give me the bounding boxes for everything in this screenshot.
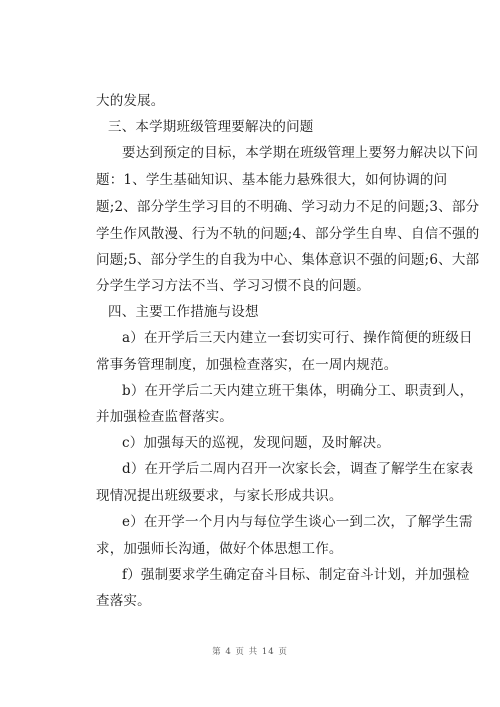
paragraph-line: b）在开学后二天内建立班干集体，明确分工、职责到人， [122, 383, 474, 399]
paragraph-line: 现情况提出班级要求，与家长形成共识。 [96, 488, 343, 504]
paragraph-line: a）在开学后三天内建立一套切实可行、操作简便的班级日 [122, 330, 473, 346]
paragraph-line: e）在开学一个月内与每位学生谈心一到二次，了解学生需 [122, 514, 473, 530]
paragraph-line: 题;2、部分学生学习目的不明确、学习动力不足的问题;3、部分 [96, 199, 480, 215]
paragraph-line: 问题;5、部分学生的自我为中心、集体意识不强的问题;6、大部 [96, 252, 480, 268]
page-number-footer: 第 4 页 共 14 页 [212, 647, 288, 657]
paragraph-line: c）加强每天的巡视，发现问题，及时解决。 [122, 435, 391, 451]
section-heading: 三、本学期班级管理要解决的问题 [108, 119, 314, 135]
paragraph-line: 大的发展。 [96, 93, 165, 109]
paragraph-line: 要达到预定的目标，本学期在班级管理上要努力解决以下问 [122, 145, 479, 161]
paragraph-line: 并加强检查监督落实。 [96, 409, 233, 425]
paragraph-line: 常事务管理制度，加强检查落实，在一周内规范。 [96, 357, 398, 373]
paragraph-line: f）强制要求学生确定奋斗目标、制定奋斗计划，并加强检 [122, 567, 470, 583]
paragraph-line: d）在开学后二周内召开一次家长会，调查了解学生在家表 [122, 461, 474, 477]
paragraph-line: 学生作风散漫、行为不轨的问题;4、部分学生自卑、自信不强的 [96, 226, 480, 242]
paragraph-line: 分学生学习方法不当、学习习惯不良的问题。 [96, 278, 370, 294]
paragraph-line: 题：1、学生基础知识、基本能力悬殊很大，如何协调的问 [96, 172, 448, 188]
paragraph-line: 求，加强师长沟通，做好个体思想工作。 [96, 541, 343, 557]
paragraph-line: 查落实。 [96, 593, 151, 609]
section-heading: 四、主要工作措施与设想 [108, 304, 259, 320]
